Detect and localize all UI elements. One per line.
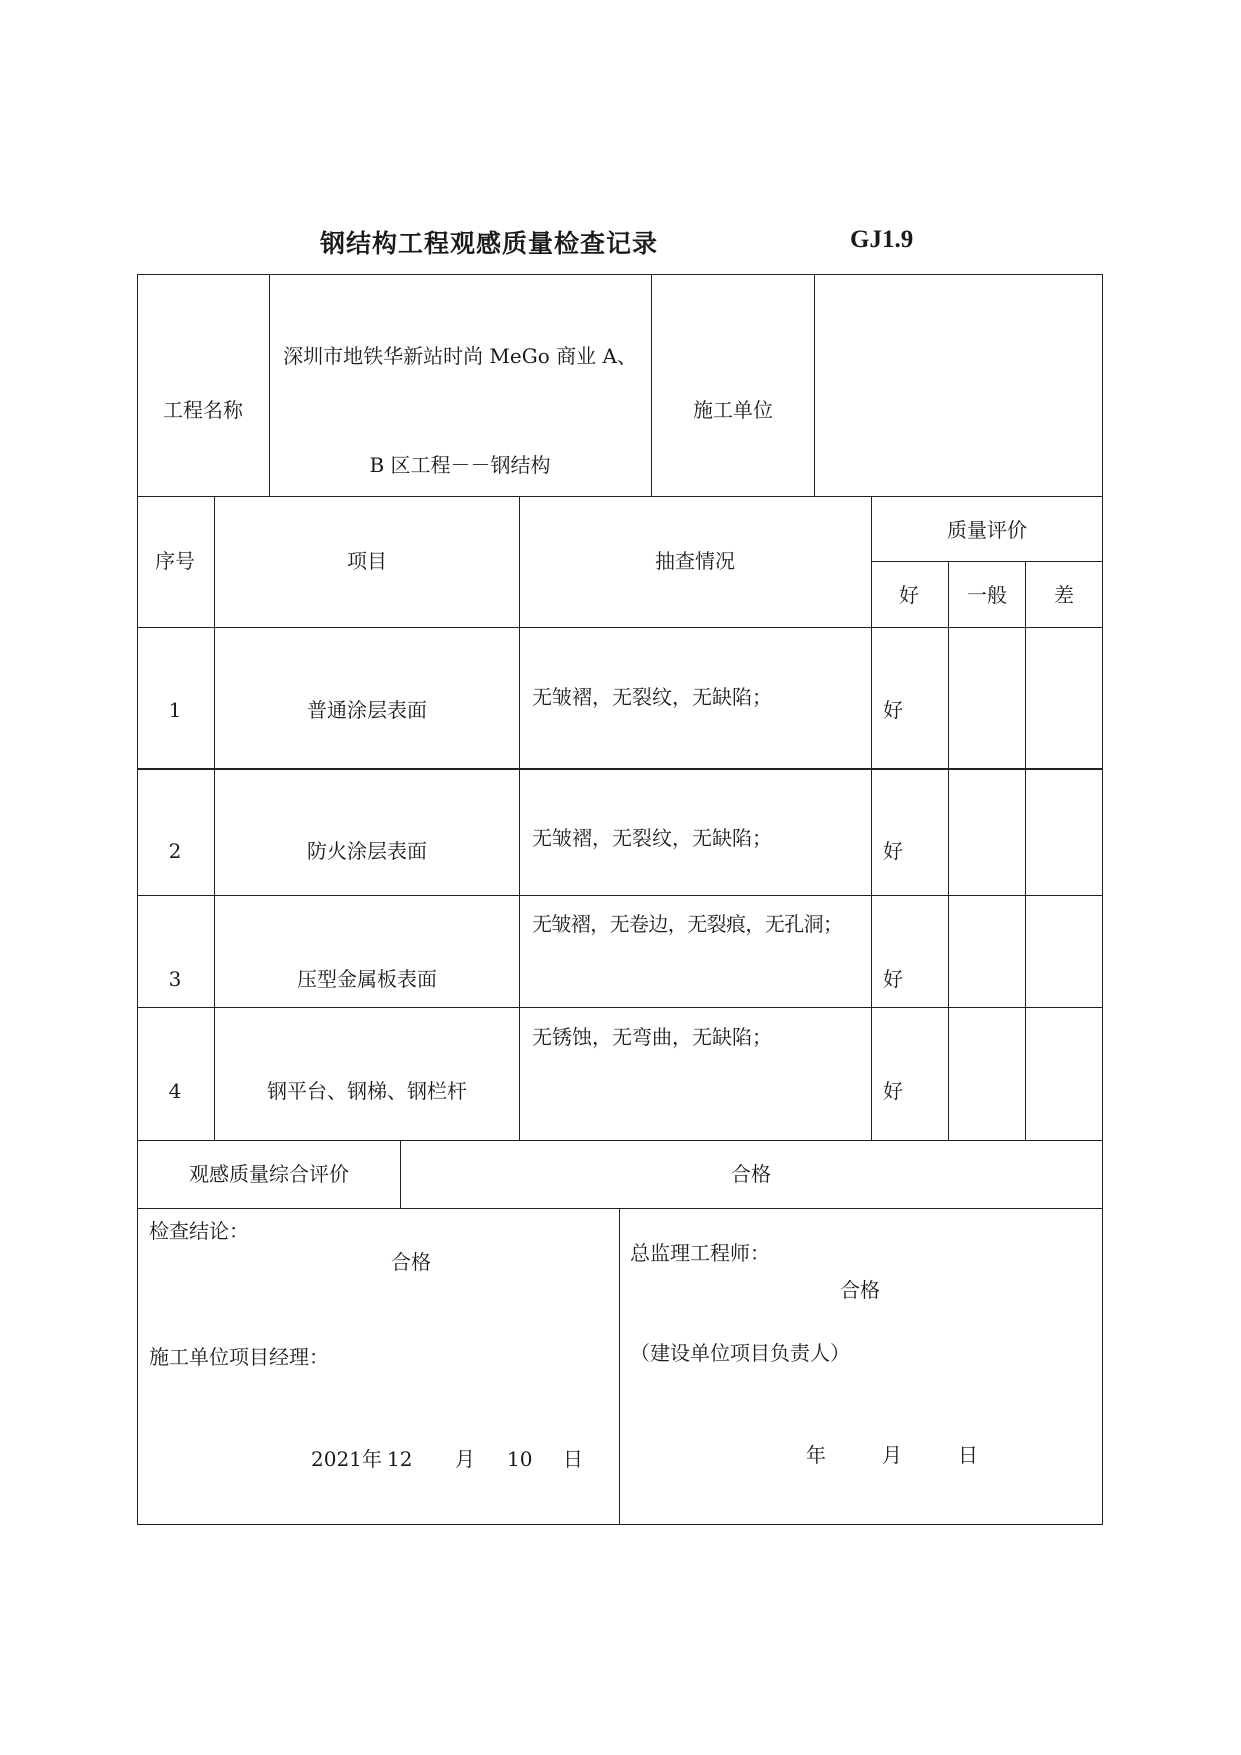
- row-divider: [137, 627, 1103, 628]
- row-divider: [137, 895, 1103, 896]
- contractor-label: 施工单位: [693, 398, 773, 422]
- col-divider: [400, 1140, 401, 1208]
- row-2-item: 防火涂层表面: [307, 839, 427, 863]
- conclusion-month-char: 月: [455, 1447, 475, 1471]
- project-name-label: 工程名称: [163, 398, 243, 422]
- supervisor-value: 合格: [840, 1278, 880, 1302]
- supervisor-day-char: 日: [958, 1443, 978, 1467]
- manager-label: 施工单位项目经理：: [149, 1345, 329, 1369]
- header-fair: 一般: [967, 583, 1007, 607]
- header-good: 好: [899, 583, 919, 607]
- overall-value: 合格: [731, 1162, 771, 1186]
- header-seq: 序号: [155, 549, 195, 573]
- conclusion-label: 检查结论：: [149, 1219, 249, 1243]
- row-1-inspection: 无皱褶，无裂纹，无缺陷；: [532, 685, 772, 709]
- row-1-rating: 好: [883, 698, 903, 722]
- col-divider: [948, 561, 949, 1140]
- col-divider: [519, 496, 520, 1140]
- header-item: 项目: [347, 549, 387, 573]
- row-divider: [871, 561, 1103, 562]
- supervisor-year-char: 年: [806, 1443, 826, 1467]
- col-divider: [651, 274, 652, 496]
- supervisor-label: 总监理工程师：: [630, 1241, 770, 1265]
- row-2-inspection: 无皱褶，无裂纹，无缺陷；: [532, 826, 772, 850]
- col-divider: [214, 496, 215, 1140]
- row-4-item: 钢平台、钢梯、钢栏杆: [267, 1079, 467, 1103]
- header-quality: 质量评价: [947, 518, 1027, 542]
- conclusion-day-char: 日: [563, 1447, 583, 1471]
- row-divider: [137, 496, 1103, 497]
- conclusion-date-month: 12: [387, 1447, 413, 1471]
- col-divider: [814, 274, 815, 496]
- row-4-rating: 好: [883, 1079, 903, 1103]
- supervisor-month-char: 月: [882, 1443, 902, 1467]
- row-divider: [137, 1007, 1103, 1008]
- row-1-seq: 1: [168, 698, 182, 722]
- owner-label: （建设单位项目负责人）: [630, 1341, 850, 1365]
- document-title: 钢结构工程观感质量检查记录: [320, 229, 659, 258]
- row-4-inspection: 无锈蚀，无弯曲，无缺陷；: [532, 1025, 772, 1049]
- col-divider: [871, 496, 872, 1140]
- row-divider: [137, 1208, 1103, 1209]
- header-inspection: 抽查情况: [655, 549, 735, 573]
- project-name-line1: 深圳市地铁华新站时尚 MeGo 商业 A、: [283, 344, 637, 368]
- row-divider: [137, 768, 1103, 770]
- col-divider: [1025, 561, 1026, 1140]
- row-2-seq: 2: [168, 839, 182, 863]
- row-2-rating: 好: [883, 839, 903, 863]
- conclusion-date-day: 10: [507, 1447, 533, 1471]
- col-divider: [619, 1208, 620, 1525]
- project-name-line2: B 区工程－－钢结构: [369, 453, 551, 477]
- row-3-item: 压型金属板表面: [297, 967, 437, 991]
- conclusion-value: 合格: [391, 1250, 431, 1274]
- col-divider: [269, 274, 270, 496]
- row-3-rating: 好: [883, 967, 903, 991]
- header-poor: 差: [1054, 583, 1074, 607]
- row-3-inspection: 无皱褶，无卷边，无裂痕，无孔洞；: [532, 912, 843, 936]
- row-4-seq: 4: [168, 1079, 182, 1103]
- row-1-item: 普通涂层表面: [307, 698, 427, 722]
- conclusion-year-char: 年: [362, 1447, 382, 1471]
- row-3-seq: 3: [168, 967, 182, 991]
- document-code: GJ1.9: [850, 226, 914, 253]
- conclusion-date-year: 2021: [311, 1447, 362, 1471]
- row-divider: [137, 1140, 1103, 1141]
- overall-label: 观感质量综合评价: [189, 1162, 349, 1186]
- record-table: [137, 274, 1103, 1525]
